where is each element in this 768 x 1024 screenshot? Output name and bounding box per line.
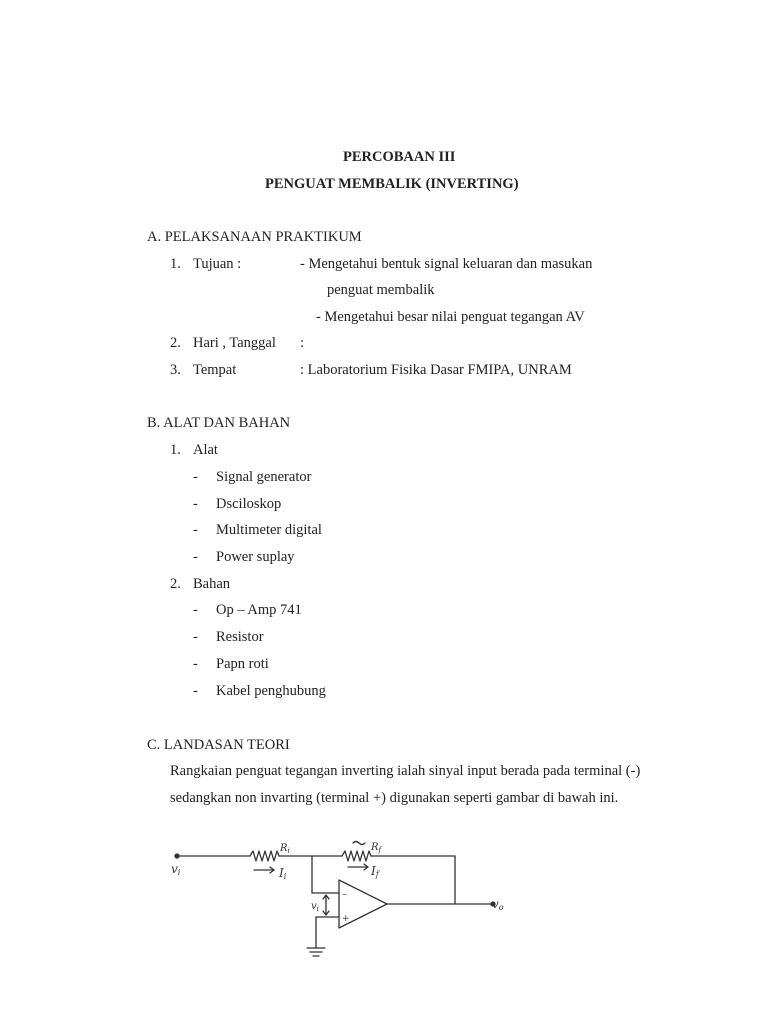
plus-terminal-label: +	[342, 914, 350, 924]
rf-label: $R_f$	[371, 842, 382, 854]
ii-label: Ii	[279, 866, 287, 881]
page-title: PERCOBAAN III	[343, 149, 456, 165]
list-bullet: -	[193, 629, 198, 645]
bahan-item: Op – Amp 741	[216, 602, 302, 618]
alat-item: Power suplay	[216, 549, 295, 565]
list-bullet: -	[193, 549, 198, 565]
list-bullet: -	[193, 496, 198, 512]
bahan-item: Resistor	[216, 629, 264, 645]
ri-label: $R_i$	[280, 843, 290, 855]
landasan-teori-paragraph: Rangkaian penguat tegangan inverting ialah sinyal input berada pada terminal (-) sedangkan non invarting (terminal +) digunakan seperti gambar di bawah ini.	[170, 763, 641, 806]
section-a-heading: A. PELAKSANAAN PRAKTIKUM	[147, 229, 362, 245]
list-bullet: -	[193, 656, 198, 672]
vo-label: vo	[492, 897, 504, 912]
item-number: 3.	[170, 362, 181, 378]
tujuan-goal-2: - Mengetahui besar nilai penguat tegangan AV	[316, 309, 585, 325]
hari-tanggal-value: :	[300, 335, 305, 351]
inverting-amplifier-diagram	[166, 836, 511, 968]
page-subtitle: PENGUAT MEMBALIK (INVERTING)	[265, 176, 519, 192]
item-number: 2.	[170, 576, 181, 592]
bahan-item: Papn roti	[216, 656, 269, 672]
tempat-label: Tempat	[193, 362, 237, 378]
hari-tanggal-label: Hari , Tanggal	[193, 335, 276, 351]
tempat-value: : Laboratorium Fisika Dasar FMIPA, UNRAM	[300, 362, 572, 378]
item-number: 1.	[170, 256, 181, 272]
vd-label: $v_i$	[311, 901, 319, 913]
if-label: If	[371, 864, 379, 879]
vi-label: vi	[171, 862, 181, 877]
section-b-heading: B. ALAT DAN BAHAN	[147, 415, 291, 431]
tujuan-label: Tujuan :	[193, 256, 242, 272]
item-number: 1.	[170, 442, 181, 458]
list-bullet: -	[193, 522, 198, 538]
list-bullet: -	[193, 602, 198, 618]
minus-terminal-label: –	[342, 889, 347, 900]
alat-label: Alat	[193, 442, 218, 458]
list-bullet: -	[193, 683, 198, 699]
tujuan-goal-1-continued: penguat membalik	[327, 282, 435, 298]
list-bullet: -	[193, 469, 198, 485]
section-c-heading: C. LANDASAN TEORI	[147, 737, 290, 753]
alat-item: Multimeter digital	[216, 522, 322, 538]
alat-item: Signal generator	[216, 469, 312, 485]
item-number: 2.	[170, 335, 181, 351]
bahan-item: Kabel penghubung	[216, 683, 326, 699]
bahan-label: Bahan	[193, 576, 231, 592]
alat-item: Dsciloskop	[216, 496, 282, 512]
tujuan-goal-1: - Mengetahui bentuk signal keluaran dan masukan	[300, 256, 593, 272]
